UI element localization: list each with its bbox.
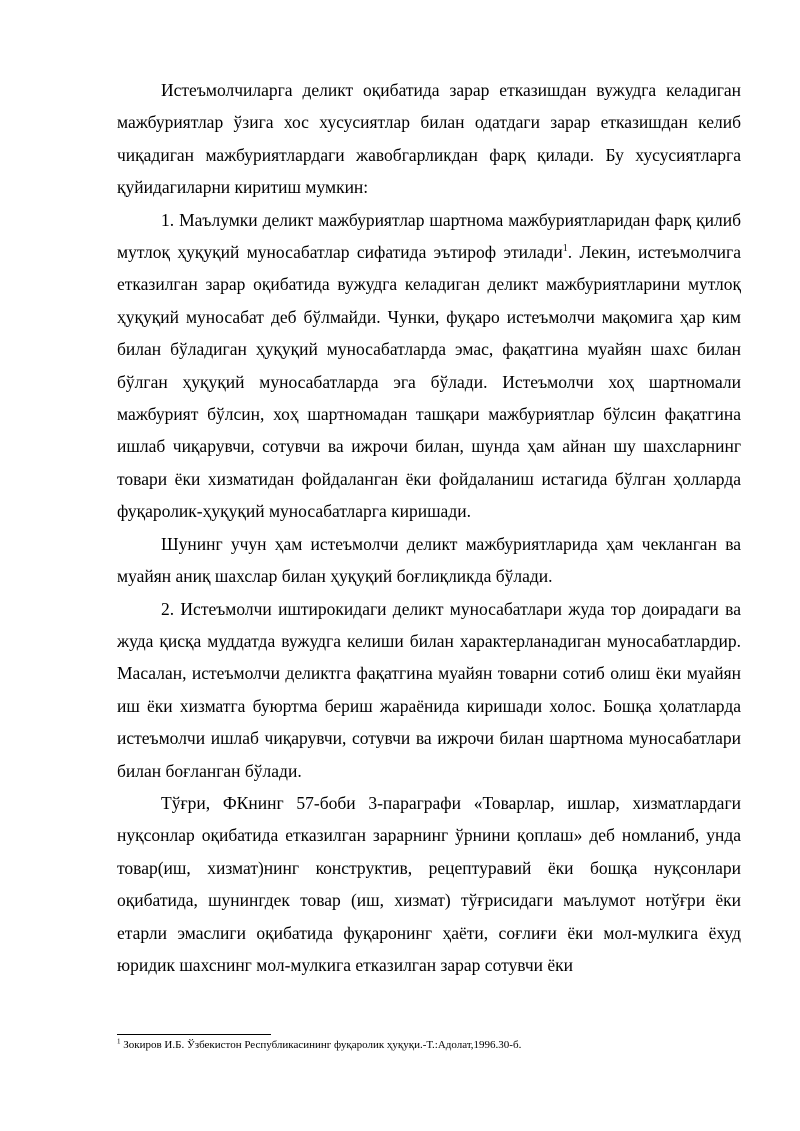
footnote-marker: 1	[117, 1037, 121, 1046]
footnote-separator	[117, 1034, 271, 1035]
footnote-reference[interactable]: 1	[562, 243, 568, 255]
paragraph-1	[117, 74, 741, 204]
paragraph-5	[117, 787, 741, 981]
footnote-text: Зокиров И.Б. Ўзбекистон Республикасининг фуқаролик ҳуқуқи.-Т.:Адолат,1996.30-б.	[120, 1039, 522, 1051]
paragraph-text: 2. Истеъмолчи иштирокидаги деликт муносабатлари жуда тор доирадаги ва жуда қисқа муддатда вужудга келиши билан характерланадиган муносабатлардир. Масалан, истеъмолчи деликтга фақатгина муайян товарни сотиб олиш ёки муайян иш ёки хизматга буюртма бериш жараёнида киришади холос. Бошқа ҳолатларда истеъмолчи ишлаб чиқарувчи, сотувчи ва ижрочи билан шартнома муносабатлари билан боғланган бўлади.	[117, 598, 741, 781]
paragraph-text: Истеъмолчиларга деликт оқибатида зарар етказишдан вужудга келадиган мажбуриятлар ўзига хос хусусиятлар билан одатдаги зарар етказишдан келиб чиқадиган мажбуриятлардаги жавобгарликдан фарқ қилади. Бу хусусиятларга қуйидагиларни киритиш мумкин:	[117, 80, 741, 198]
paragraph-text: Шунинг учун ҳам истеъмолчи деликт мажбуриятларида ҳам чекланган ва муайян аниқ шахслар билан ҳуқуқий боғлиқликда бўлади.	[117, 533, 741, 587]
paragraph-text-continued: . Лекин, истеъмолчига етказилган зарар оқибатида вужудга келадиган деликт мажбуриятларини мутлоқ ҳуқуқий муносабат деб бўлмайди. Чунки, фуқаро истеъмолчи мақомига ҳар ким билан бўладиган ҳуқуқий муносабатларда эмас, фақатгина муайян шахс билан бўлган ҳуқуқий муносабатларда эга бўлади. Истеъмолчи хоҳ шартномали мажбурият бўлсин, хоҳ шартномадан ташқари мажбуриятлар бўлсин фақатгина ишлаб чиқарувчи, сотувчи ва ижрочи билан, шунда ҳам айнан шу шахсларнинг товари ёки хизматидан фойдаланган ёки фойдаланиш истагида бўлган ҳолларда фуқаролик-ҳуқуқий муносабатларга киришади.	[117, 242, 741, 522]
document-body	[117, 74, 741, 981]
paragraph-3	[117, 528, 741, 593]
paragraph-text: 1. Маълумки деликт мажбуриятлар шартнома мажбуриятларидан фарқ қилиб мутлоқ ҳуқуқий муносабатлар сифатида эътироф этилади	[117, 209, 741, 263]
footnote	[117, 1038, 757, 1052]
paragraph-2	[117, 204, 741, 528]
paragraph-4	[117, 593, 741, 787]
paragraph-text: Тўғри, ФКнинг 57-боби 3-параграфи «Товарлар, ишлар, хизматлардаги нуқсонлар оқибатида етказилган зарарнинг ўрнини қоплаш» деб номланиб, унда товар(иш, хизмат)нинг конструктив, рецептуравий ёки бошқа нуқсонлари оқибатида, шунингдек товар (иш, хизмат) тўғрисидаги маълумот нотўғри ёки етарли эмаслиги оқибатида фуқаронинг ҳаёти, соғлиғи ёки мол-мулкига ёхуд юридик шахснинг мол-мулкига етказилган зарар сотувчи ёки	[117, 792, 741, 975]
